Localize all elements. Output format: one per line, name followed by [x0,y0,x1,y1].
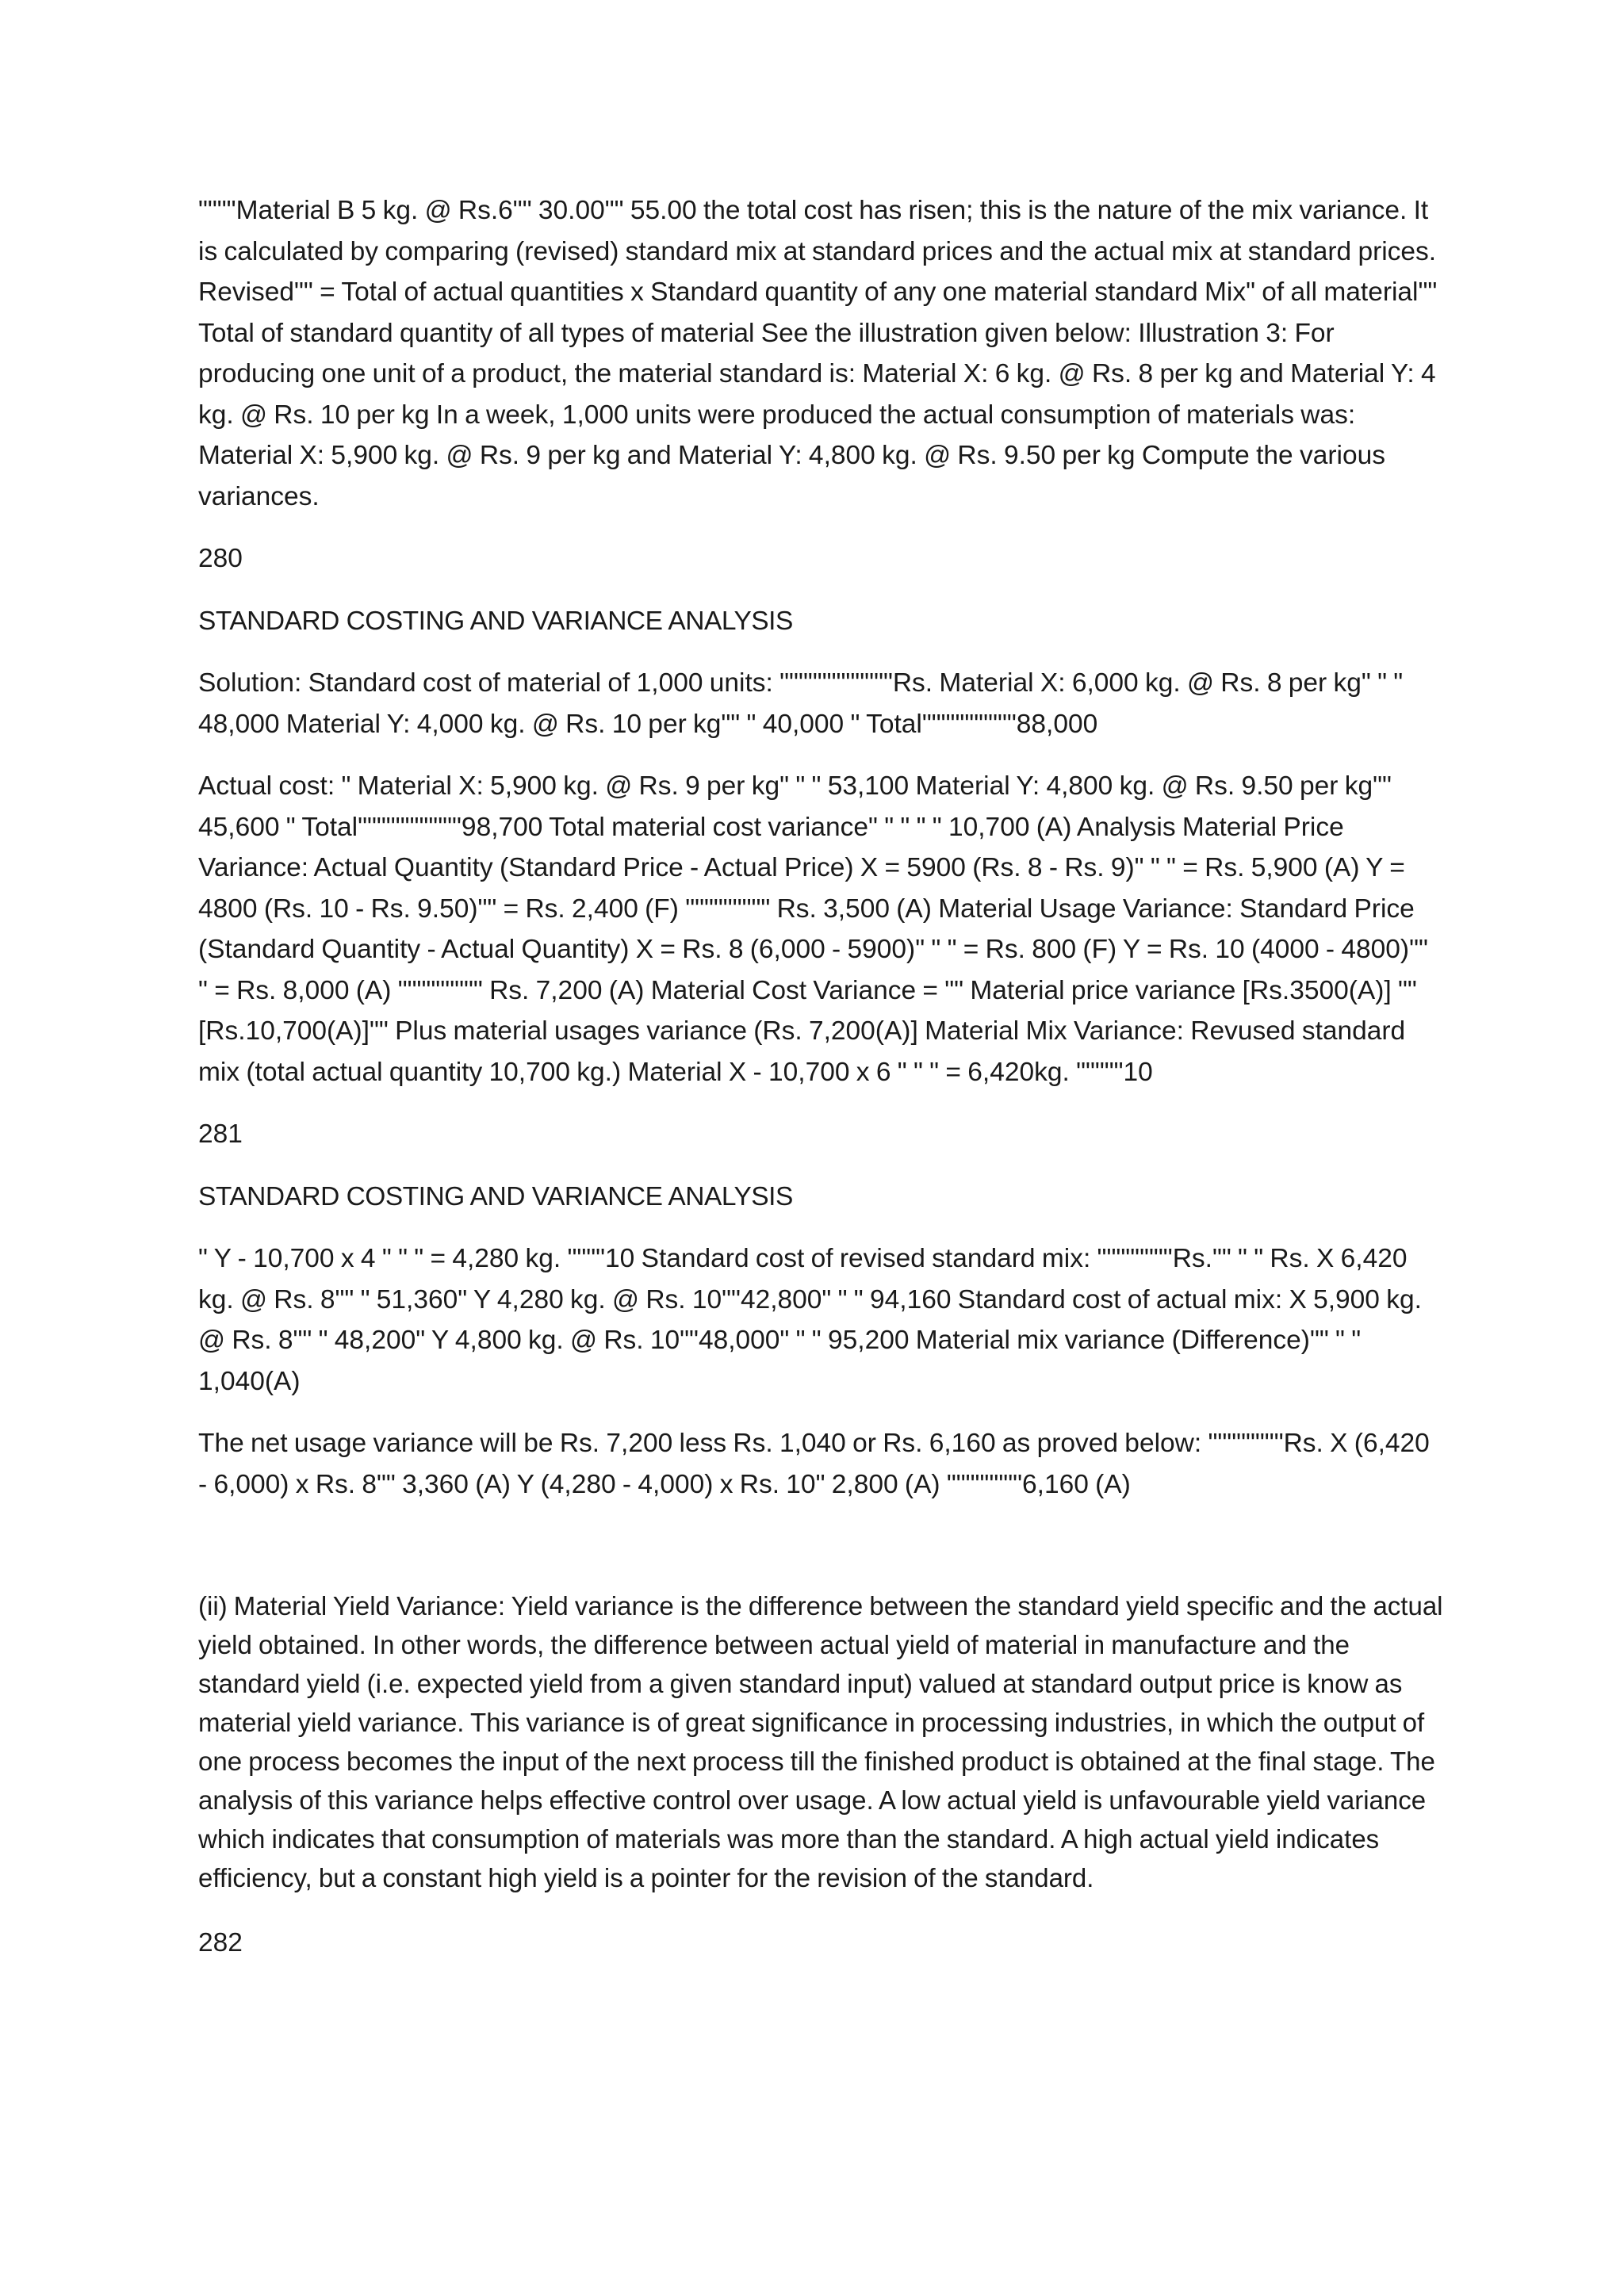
paragraph-mix-variance-intro: """"Material B 5 kg. @ Rs.6"" 30.00"" 55.00 the total cost has risen; this is the nature of the mix variance. It is calculated by comparing (revised) standard mix at standard prices and the actual mix at standard prices. Revised"" = Total of actual quantities x Standard quantity of any one material standard Mix" of all material"" Total of standard quantity of all types of material See the illustration given below: Illustration 3: For producing one unit of a product, the material standard is: Material X: 6 kg. @ Rs. 8 per kg and Material Y: 4 kg. @ Rs. 10 per kg In a week, 1,000 units were produced the actual consumption of materials was: Material X: 5,900 kg. @ Rs. 9 per kg and Material Y: 4,800 kg. @ Rs. 9.50 per kg Compute the various variances. [198,196,1438,511]
paragraph-solution-standard-cost: Solution: Standard cost of material of 1,000 units: """"""""""""Rs. Material X: 6,000 kg. @ Rs. 8 per kg" " " 48,000 Material Y: 4,000 kg. @ Rs. 10 per kg"" " 40,000 " Total""""""""""88,000 [198,668,1404,739]
paragraph-yield-variance: (ii) Material Yield Variance: Yield variance is the difference between the standard yield specific and the actual yield obtained. In other words, the difference between actual yield of material in manufacture and the standard yield (i.e. expected yield from a given standard input) valued at standard output price is know as material yield variance. This variance is of great significance in processing industries, in which the output of one process becomes the input of the next process till the finished product is obtained at the final stage. The analysis of this variance helps effective control over usage. A low actual yield is unfavourable yield variance which indicates that consumption of materials was more than the standard. A high actual yield indicates efficiency, but a constant high yield is a pointer for the revision of the standard. [198,1591,1443,1892]
paragraph-revised-standard-mix: " Y - 10,700 x 4 " " " = 4,280 kg. """"10 Standard cost of revised standard mix: """"""""Rs."" " " Rs. X 6,420 kg. @ Rs. 8"" " 51,360" Y 4,280 kg. @ Rs. 10""42,800" " " 94,160 Standard cost of actual mix: X 5,900 kg. @ Rs. 8"" " 48,200" Y 4,800 kg. @ Rs. 10""48,000" " " 95,200 Material mix variance (Difference)"" " " 1,040(A) [198,1244,1422,1396]
paragraph-actual-cost-analysis: Actual cost: " Material X: 5,900 kg. @ Rs. 9 per kg" " " 53,100 Material Y: 4,800 kg. @ Rs. 9.50 per kg"" 45,600 " Total"""""""""""98,700 Total material cost variance" " " " " 10,700 (A) Analysis Material Price Variance: Actual Quantity (Standard Price - Actual Price) X = 5900 (Rs. 8 - Rs. 9)" " " = Rs. 5,900 (A) Y = 4800 (Rs. 10 - Rs. 9.50)"" = Rs. 2,400 (F) """"""""" Rs. 3,500 (A) Material Usage Variance: Standard Price (Standard Quantity - Actual Quantity) X = Rs. 8 (6,000 - 5900)" " " = Rs. 800 (F) Y = Rs. 10 (4000 - 4800)"" " = Rs. 8,000 (A) """"""""" Rs. 7,200 (A) Material Cost Variance = "" Material price variance [Rs.3500(A)] ""[Rs.10,700(A)]"" Plus material usages variance (Rs. 7,200(A)] Material Mix Variance: Revused standard mix (total actual quantity 10,700 kg.) Material X - 10,700 x 6 " " " = 6,420kg. """""10 [198,771,1428,1087]
page-number: 281 [198,1119,243,1149]
paragraph-net-usage-variance: The net usage variance will be Rs. 7,200 less Rs. 1,040 or Rs. 6,160 as proved below: """"""""Rs. X (6,420 - 6,000) x Rs. 8"" 3,360 (A) Y (4,280 - 4,000) x Rs. 10" 2,800 (A) """"""""6,160 (A) [198,1429,1430,1499]
page-number: 280 [198,544,243,573]
document-page [198,190,1443,1964]
page-number: 282 [198,1928,243,1957]
section-heading: STANDARD COSTING AND VARIANCE ANALYSIS [198,606,793,636]
section-heading: STANDARD COSTING AND VARIANCE ANALYSIS [198,1181,793,1211]
